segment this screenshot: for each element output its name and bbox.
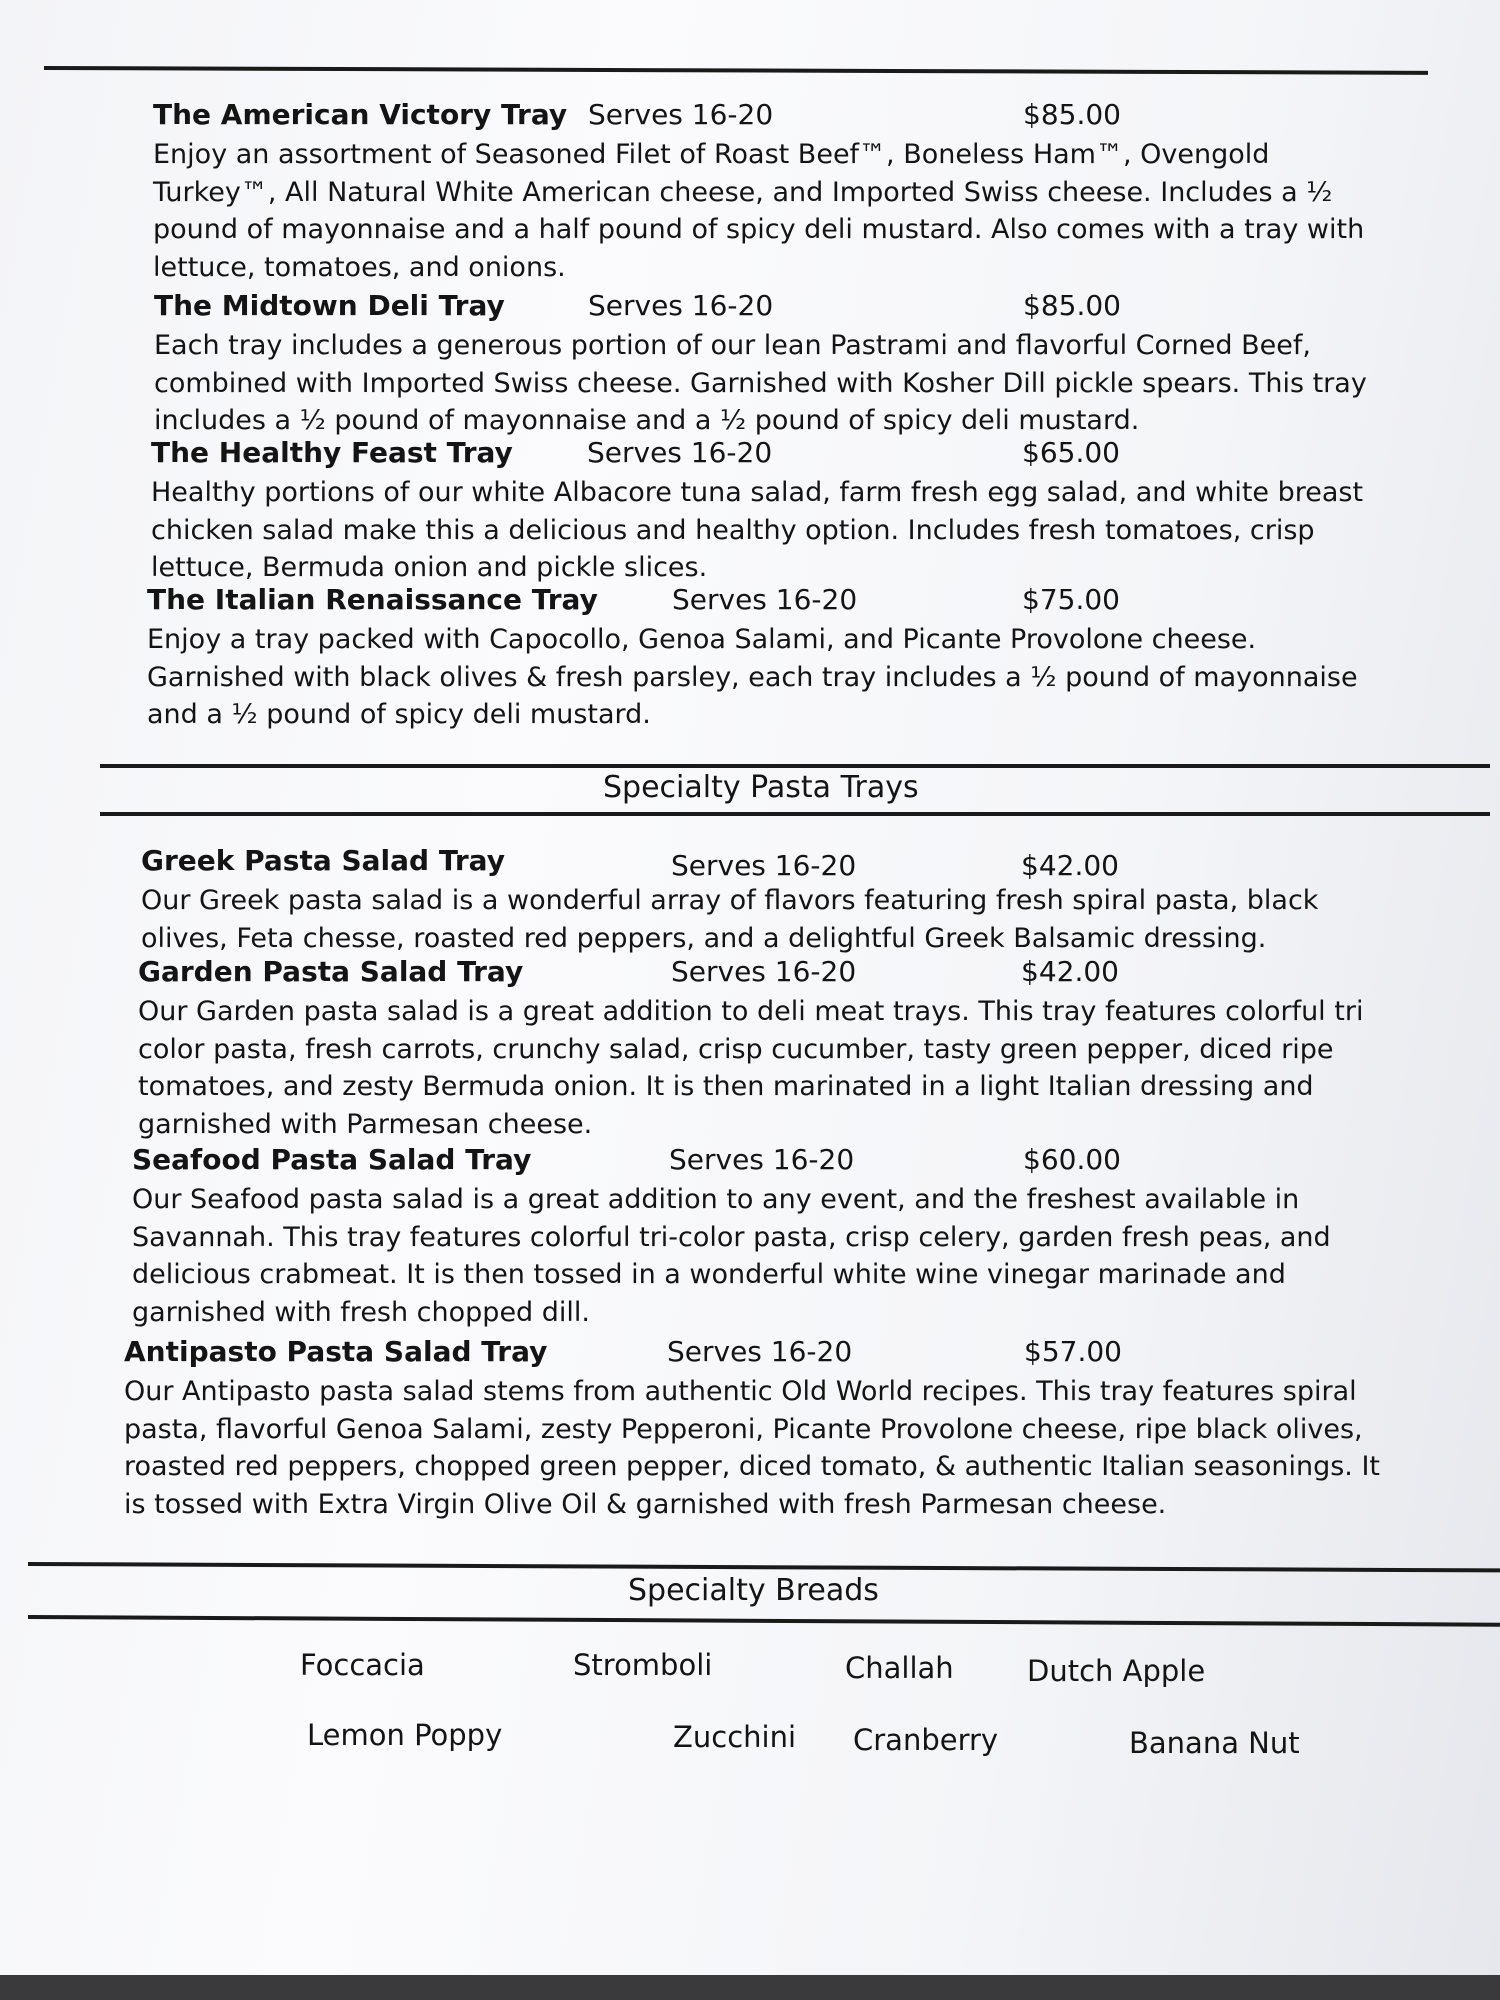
tray-name: The Midtown Deli Tray: [154, 289, 505, 322]
tray-description: Healthy portions of our white Albacore tuna salad, farm fresh egg salad, and white breast chicken salad make this a delicious and healthy option. Includes fresh tomatoes, crisp lettuce, Bermuda onion and pickle slices.: [151, 477, 1364, 583]
tray-serves: Serves 16-20: [671, 955, 857, 988]
tray-price: $57.00: [1024, 1335, 1122, 1368]
tray-name: The American Victory Tray: [153, 98, 568, 131]
bread-item: Zucchini: [673, 1720, 797, 1754]
section-title-breads: Specialty Breads: [628, 1573, 879, 1608]
tray-serves: Serves 16-20: [588, 289, 774, 322]
pasta-rule-top: [100, 764, 1490, 768]
tray-healthy-feast: [151, 436, 1381, 587]
tray-price: $75.00: [1022, 583, 1120, 616]
tray-serves: Serves 16-20: [671, 849, 857, 882]
tray-name: Seafood Pasta Salad Tray: [132, 1143, 532, 1176]
tray-name: Garden Pasta Salad Tray: [138, 955, 524, 988]
bread-item: Banana Nut: [1129, 1726, 1300, 1760]
tray-description: Each tray includes a generous portion of our lean Pastrami and flavorful Corned Beef, combined with Imported Swiss cheese. Garnished with Kosher Dill pickle spears. This tray includes a ½ pound of mayonnaise and a ½ pound of spicy deli mustard.: [154, 330, 1367, 436]
tray-serves: Serves 16-20: [588, 98, 774, 131]
tray-serves: Serves 16-20: [672, 583, 858, 616]
tray-description: Our Antipasto pasta salad stems from authentic Old World recipes. This tray features spiral pasta, flavorful Genoa Salami, zesty Pepperoni, Picante Provolone cheese, ripe black olives, roasted red peppers, chopped green pepper, diced tomato, & authentic Italian seasonings. It is tossed with Extra Virgin Olive Oil & garnished with fresh Parmesan cheese.: [124, 1376, 1380, 1520]
bread-item: Foccacia: [300, 1648, 425, 1682]
tray-description: Our Seafood pasta salad is a great addition to any event, and the freshest available in Savannah. This tray features colorful tri-color pasta, crisp celery, garden fresh peas, and delicious crabmeat. It is then tossed in a wonderful white wine vinegar marinade and garnished with fresh chopped dill.: [132, 1184, 1331, 1328]
tray-name: The Italian Renaissance Tray: [147, 583, 598, 616]
tray-price: $85.00: [1023, 98, 1121, 131]
tray-description: Our Garden pasta salad is a great addition to deli meat trays. This tray features colorful tri color pasta, fresh carrots, crunchy salad, crisp cucumber, tasty green pepper, diced ripe tomatoes, and zesty Bermuda onion. It is then marinated in a light Italian dressing and garnished with Parmesan cheese.: [138, 996, 1364, 1140]
tray-name: Antipasto Pasta Salad Tray: [124, 1335, 548, 1368]
tray-price: $42.00: [1021, 955, 1119, 988]
tray-description: Enjoy a tray packed with Capocollo, Genoa Salami, and Picante Provolone cheese. Garnished with black olives & fresh parsley, each tray includes a ½ pound of mayonnaise and a ½ pound of spicy deli mustard.: [147, 624, 1358, 730]
section-title-pasta: Specialty Pasta Trays: [603, 770, 919, 805]
tray-description: Enjoy an assortment of Seasoned Filet of Roast Beef™, Boneless Ham™, Ovengold Turkey™, All Natural White American cheese, and Imported Swiss cheese. Includes a ½ pound of mayonnaise and a half pound of spicy deli mustard. Also comes with a tray with lettuce, tomatoes, and onions.: [153, 139, 1365, 283]
tray-seafood-pasta: [132, 1143, 1394, 1331]
tray-antipasto-pasta: [124, 1335, 1394, 1523]
bread-item: Dutch Apple: [1027, 1654, 1206, 1688]
tray-description: Our Greek pasta salad is a wonderful array of flavors featuring fresh spiral pasta, black olives, Feta chesse, roasted red peppers, and a delightful Greek Balsamic dressing.: [141, 885, 1319, 954]
tray-price: $42.00: [1021, 849, 1119, 882]
tray-garden-pasta: [138, 955, 1400, 1143]
tray-name: Greek Pasta Salad Tray: [141, 844, 505, 877]
tray-price: $65.00: [1022, 436, 1120, 469]
tray-serves: Serves 16-20: [669, 1143, 855, 1176]
tray-american-victory: [153, 98, 1383, 286]
pasta-rule-bottom: [100, 812, 1490, 816]
tray-serves: Serves 16-20: [667, 1335, 853, 1368]
tray-price: $85.00: [1023, 289, 1121, 322]
tray-name: The Healthy Feast Tray: [151, 436, 513, 469]
bread-item: Stromboli: [573, 1648, 713, 1682]
bread-item: Lemon Poppy: [307, 1718, 503, 1752]
tray-serves: Serves 16-20: [587, 436, 773, 469]
tray-greek-pasta: [141, 844, 1401, 957]
bread-item: Cranberry: [853, 1723, 999, 1757]
tray-midtown-deli: [154, 289, 1384, 440]
bread-item: Challah: [845, 1651, 954, 1685]
page-bottom-edge: [0, 1975, 1500, 2000]
tray-italian-renaissance: [147, 583, 1377, 734]
tray-price: $60.00: [1023, 1143, 1121, 1176]
